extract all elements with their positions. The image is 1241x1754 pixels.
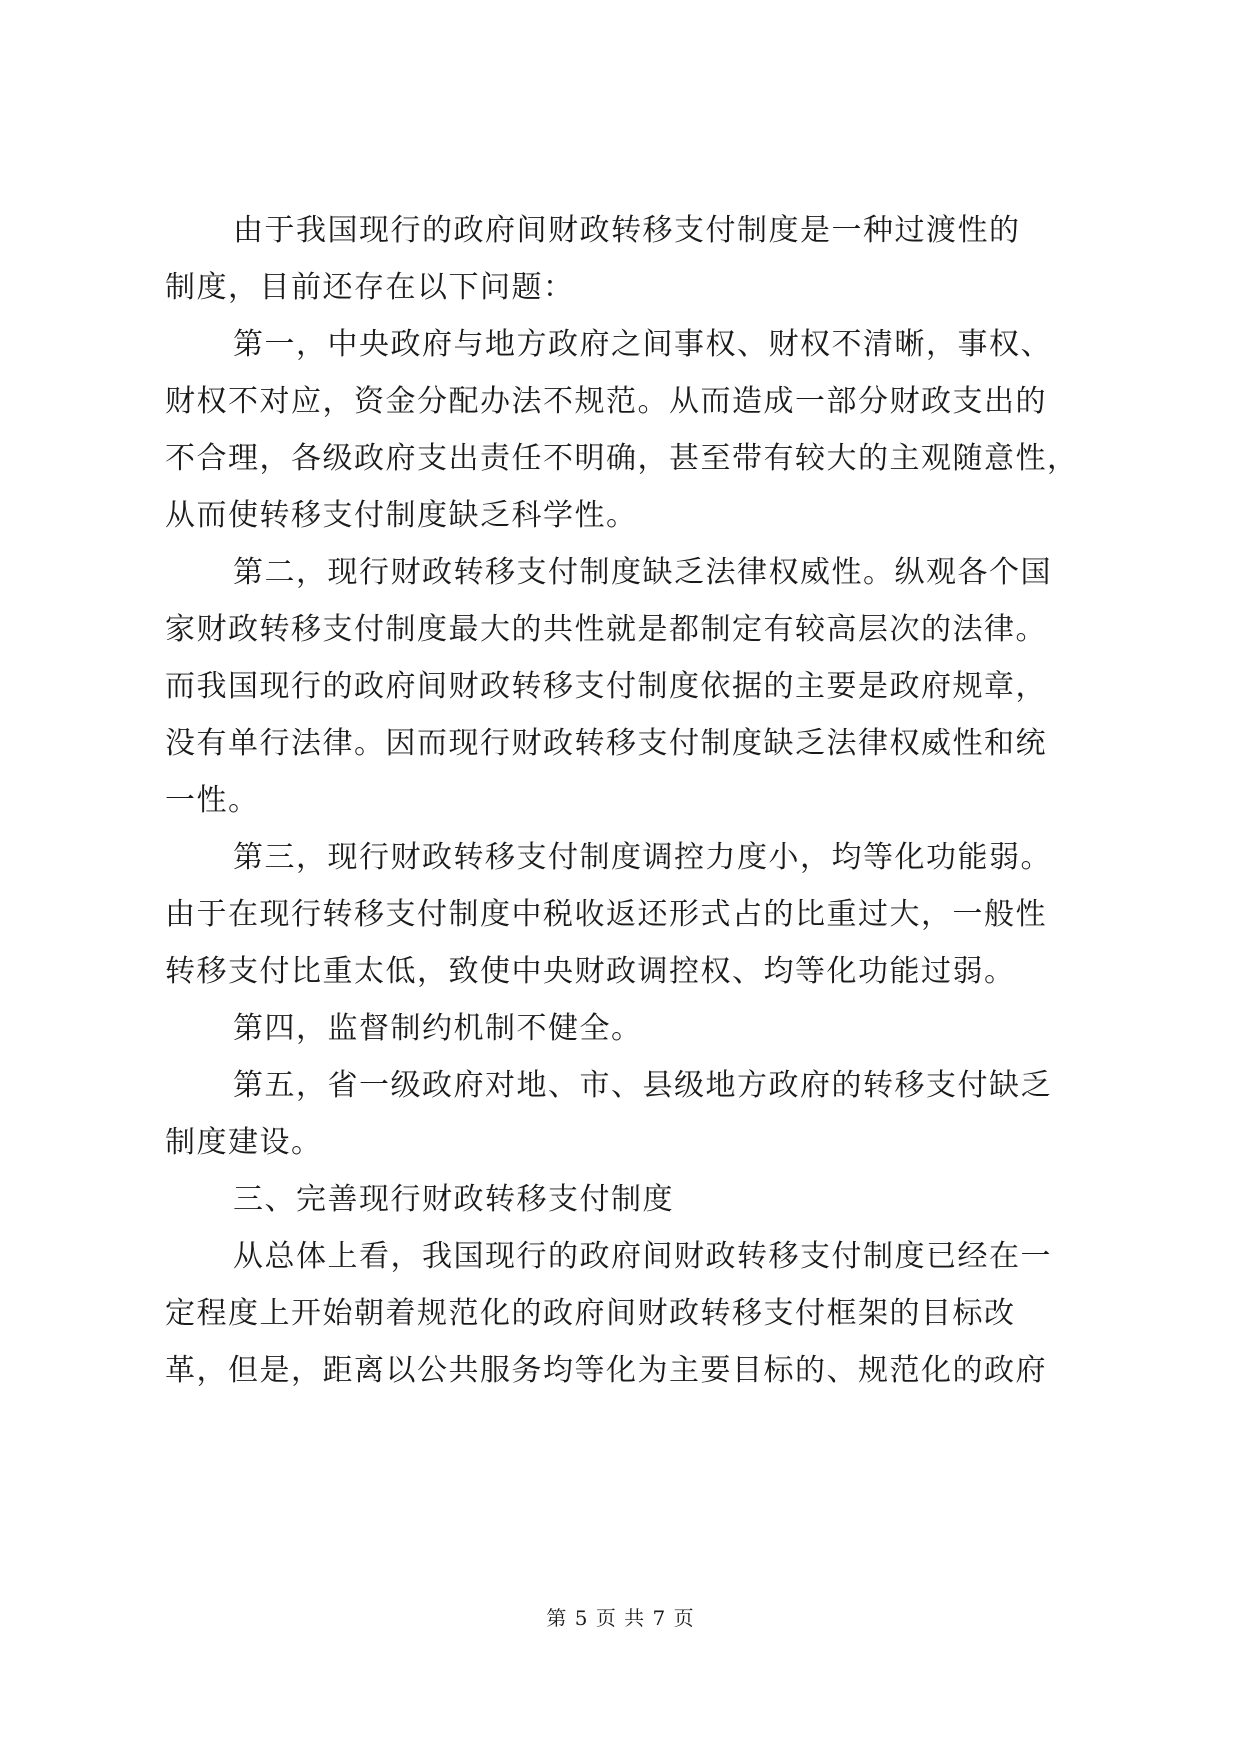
page-number-footer: 第 5 页 共 7 页: [546, 1606, 695, 1630]
text-line: 制度建设。: [165, 1125, 323, 1160]
text-line: 第二，现行财政转移支付制度缺乏法律权威性。纵观各个国: [233, 555, 1052, 590]
text-line: 而我国现行的政府间财政转移支付制度依据的主要是政府规章，: [165, 669, 1047, 704]
section-heading: 三、完善现行财政转移支付制度: [233, 1182, 674, 1217]
text-line: 第五，省一级政府对地、市、县级地方政府的转移支付缺乏: [233, 1068, 1052, 1103]
text-line: 制度，目前还存在以下问题：: [165, 270, 575, 305]
text-line: 第一，中央政府与地方政府之间事权、财权不清晰，事权、: [233, 327, 1052, 362]
text-line: 一性。: [165, 783, 260, 818]
text-line: 财权不对应，资金分配办法不规范。从而造成一部分财政支出的: [165, 384, 1047, 419]
text-line: 家财政转移支付制度最大的共性就是都制定有较高层次的法律。: [165, 612, 1047, 647]
text-line: 定程度上开始朝着规范化的政府间财政转移支付框架的目标改: [165, 1296, 1016, 1331]
text-line: 没有单行法律。因而现行财政转移支付制度缺乏法律权威性和统: [165, 726, 1047, 761]
text-line: 从而使转移支付制度缺乏科学性。: [165, 498, 638, 533]
text-line: 由于我国现行的政府间财政转移支付制度是一种过渡性的: [233, 213, 1021, 248]
text-line: 转移支付比重太低，致使中央财政调控权、均等化功能过弱。: [165, 954, 1016, 989]
text-line: 第三，现行财政转移支付制度调控力度小，均等化功能弱。: [233, 840, 1052, 875]
text-line: 第四，监督制约机制不健全。: [233, 1011, 643, 1046]
text-line: 不合理，各级政府支出责任不明确，甚至带有较大的主观随意性，: [165, 441, 1079, 476]
text-line: 从总体上看，我国现行的政府间财政转移支付制度已经在一: [233, 1239, 1052, 1274]
text-line: 革，但是，距离以公共服务均等化为主要目标的、规范化的政府: [165, 1353, 1047, 1388]
text-line: 由于在现行转移支付制度中税收返还形式占的比重过大，一般性: [165, 897, 1047, 932]
